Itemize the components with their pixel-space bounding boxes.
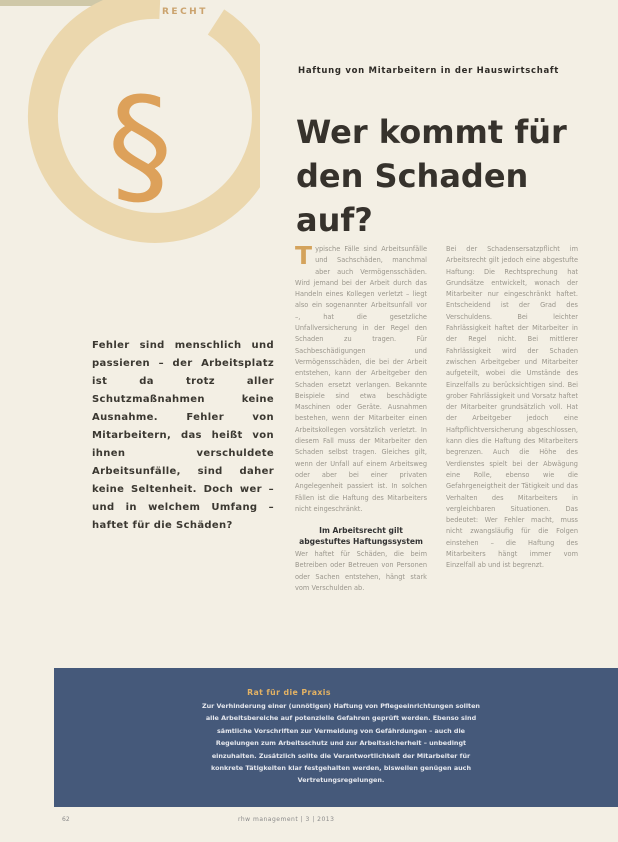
magazine-footer: rhw management | 3 | 2013 xyxy=(238,816,335,823)
body-paragraph-2: Wer haftet für Schäden, die beim Betreiben oder Betreuen von Personen oder Sachen entstehen, hängt stark vom Verschulden ab. xyxy=(295,550,427,593)
section-label: RECHT xyxy=(162,7,208,17)
body-column-1 xyxy=(295,241,427,594)
drop-cap: T xyxy=(295,241,313,270)
pull-quote: Fehler sind menschlich und passieren – der Arbeitsplatz ist da trotz aller Schutzmaßnahmen keine Ausnahme. Fehler von Mitarbeitern, das heißt von ihnen verschuldete Arbeitsunfälle, sind daher keine Seltenheit. Doch wer – und in welchem Umfang – haftet für die Schäden? xyxy=(92,340,274,531)
practice-tip-title: Rat für die Praxis xyxy=(247,688,331,697)
body-paragraph-1 xyxy=(295,241,427,515)
body-paragraph-3: Bei der Schadensersatzpflicht im Arbeitsrecht gilt jedoch eine abgestufte Haftung: Die Rechtsprechung hat Grundsätze entwickelt, wonach der Mitarbeiter nur eingeschränkt haftet. Entscheidend ist der Grad des Verschuldens. Bei leichter Fahrlässigkeit haftet der Mitarbeiter in der Regel nicht. Bei mittlerer Fahrlässigkeit wird der Schaden zwischen Arbeitgeber und Mitarbeiter aufgeteilt, wobei die Umstände des Einzelfalls zu berücksichtigen sind. Bei grober Fahrlässigkeit und Vorsatz haftet der Mitarbeiter grundsätzlich voll. Hat der Arbeitgeber jedoch eine Haftpflichtversicherung abgeschlossen, kann dies die Haftung des Mitarbeiters begrenzen. Auch die Höhe des Verdienstes spielt bei der Abwägung eine Rolle, ebenso wie die Gefahrgeneigtheit der Tätigkeit und das Verhalten des Mitarbeiters in vergleichbaren Situationen. Das bedeutet: Wer Fehler macht, muss nicht zwangsläufig für die Folgen einstehen – die Haftung des Mitarbeiters hängt immer vom Einzelfall ab und ist begrenzt. xyxy=(446,245,578,570)
ring-svg xyxy=(20,0,260,260)
article-title xyxy=(296,110,596,242)
paragraph-ring-graphic xyxy=(20,0,260,260)
article-subtitle: Haftung von Mitarbeitern in der Hauswirtschaft xyxy=(298,66,560,76)
practice-tip-box xyxy=(54,668,618,807)
body-text-1: ypische Fälle sind Arbeitsunfälle und Sachschäden, manchmal aber auch Vermögensschäden. Wird jemand bei der Arbeit durch das Handeln eines Kollegen verletzt – liegt also ein sogenannter Arbeitsunfall vor –, hat die gesetzliche Unfallversicherung in der Regel den Schaden zu tragen. Für Sachbeschädigungen und Vermögensschäden, die bei der Arbeit entstehen, kann der Arbeitgeber den Schaden ersetzt verlangen. Bekannte Beispiele sind etwa beschädigte Maschinen oder Geräte. Ausnahmen bestehen, wenn der Mitarbeiter einen Arbeitskollegen vorsätzlich verletzt. In diesem Fall muss der Mitarbeiter den Schaden selbst tragen. Gleiches gilt, wenn der Unfall auf einem Arbeitsweg oder aber bei einer privaten Angelegenheit passiert ist. In solchen Fällen ist die Haftung des Mitarbeiters nicht eingeschränkt. xyxy=(295,245,427,513)
title-line-1: Wer kommt für xyxy=(296,113,567,151)
paragraph-symbol: § xyxy=(107,69,173,221)
body-column-2 xyxy=(446,244,578,572)
practice-tip-text: Zur Verhinderung einer (unnötigen) Haftung von Pflegeeinrichtungen sollten alle Arbeitsbereiche auf potenzielle Gefahren geprüft werden. Ebenso sind sämtliche Vorschriften zur Vermeidung von Gefährdungen – auch die Regelungen zum Arbeitsschutz und zur Arbeitssicherheit – unbedingt einzuhalten. Zusätzlich sollte die Verantwortlichkeit der Mitarbeiter für konkrete Tätigkeiten klar festgehalten werden, bisweilen genügen auch Vertretungsregelungen. xyxy=(202,702,480,785)
page-number: 62 xyxy=(62,816,70,823)
title-line-2: den Schaden auf? xyxy=(296,157,529,239)
intertitle: Im Arbeitsrecht gilt abgestuftes Haftungssystem xyxy=(299,526,423,547)
